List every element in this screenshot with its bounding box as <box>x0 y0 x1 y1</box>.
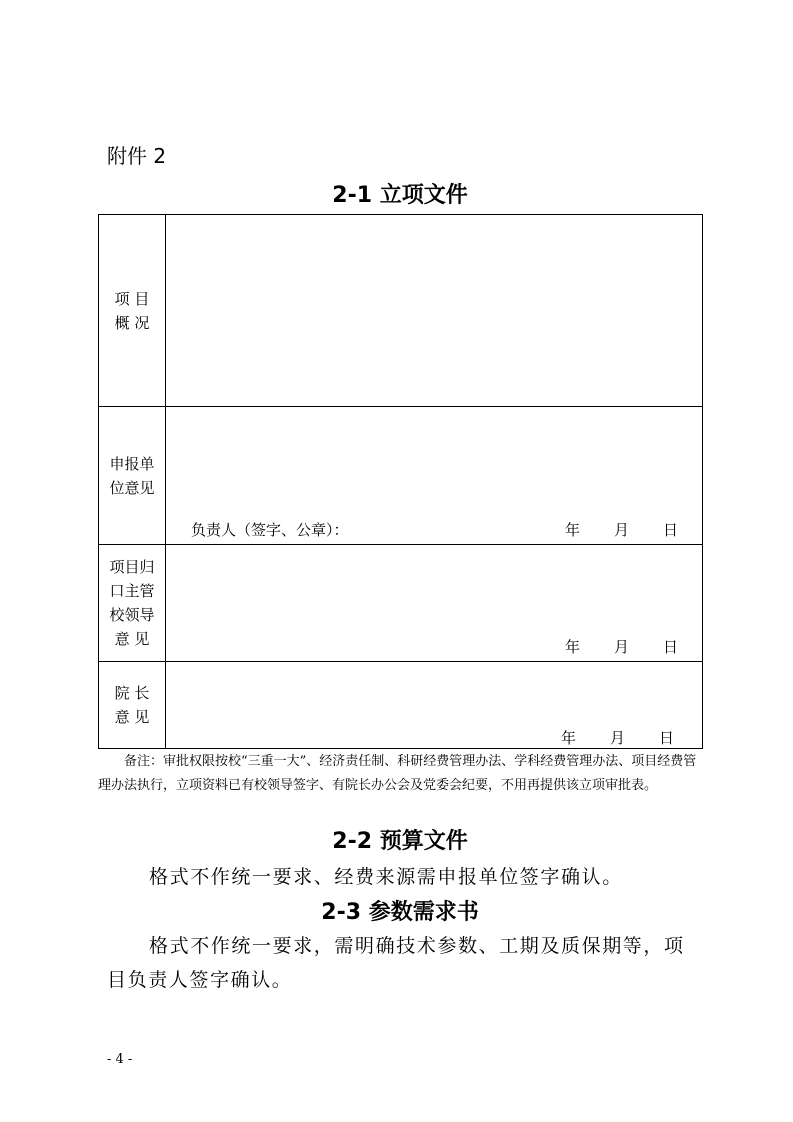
label-line: 院 长 <box>114 684 150 702</box>
label-line: 项 目 <box>114 289 150 308</box>
label-line: 位意见 <box>109 478 155 497</box>
label-line: 申报单 <box>109 454 155 473</box>
date-day: 日 <box>658 729 674 747</box>
date-line <box>565 519 678 540</box>
date-month: 月 <box>613 521 629 539</box>
label-line: 校领导 <box>109 606 155 624</box>
section-title-requirements: 2-3 参数需求书 <box>321 900 479 925</box>
page-number: - 4 - <box>107 1052 133 1067</box>
section-title-project-approval: 2-1 立项文件 <box>332 183 468 208</box>
label-line: 口主管 <box>109 582 155 600</box>
label-applicant-opinion <box>99 407 166 545</box>
date-month: 月 <box>609 729 625 747</box>
label-president-opinion <box>99 662 166 749</box>
field-project-overview[interactable] <box>166 215 703 407</box>
date-year: 年 <box>560 729 576 747</box>
row-president-opinion <box>99 662 703 749</box>
date-year: 年 <box>564 638 580 656</box>
date-month: 月 <box>613 638 629 656</box>
field-applicant-opinion[interactable] <box>166 407 703 545</box>
row-leader-opinion <box>99 545 703 662</box>
field-leader-opinion[interactable] <box>166 545 703 662</box>
row-project-overview <box>99 215 703 407</box>
row-applicant-opinion <box>99 407 703 545</box>
approval-form-table <box>98 214 703 749</box>
label-line: 意 见 <box>114 630 150 648</box>
label-leader-opinion <box>99 545 166 662</box>
date-line <box>565 636 678 657</box>
label-line: 概 况 <box>114 313 150 332</box>
budget-text: 格式不作统一要求、经费来源需申报单位签字确认。 <box>149 866 623 888</box>
date-year: 年 <box>564 521 580 539</box>
attachment-label: 附件 2 <box>107 144 167 168</box>
label-line: 意 见 <box>114 708 150 726</box>
date-day: 日 <box>662 521 678 539</box>
field-president-opinion[interactable] <box>166 662 703 749</box>
date-line <box>561 727 674 748</box>
date-day: 日 <box>662 638 678 656</box>
signature-label: 负责人（签字、公章）： <box>191 521 349 539</box>
section-title-budget: 2-2 预算文件 <box>332 829 468 854</box>
requirements-text: 格式不作统一要求，需明确技术参数、工期及质保期等，项目负责人签字确认。 <box>107 935 685 991</box>
label-project-overview <box>99 215 166 407</box>
label-line: 项目归 <box>109 558 155 576</box>
remarks-note: 备注：审批权限按校“三重一大”、经济责任制、科研经费管理办法、学科经费管理办法、项目经费管理办法执行，立项资料已有校领导签字、有院长办公会及党委会纪要，不用再提供该立项审批表。 <box>98 754 697 793</box>
